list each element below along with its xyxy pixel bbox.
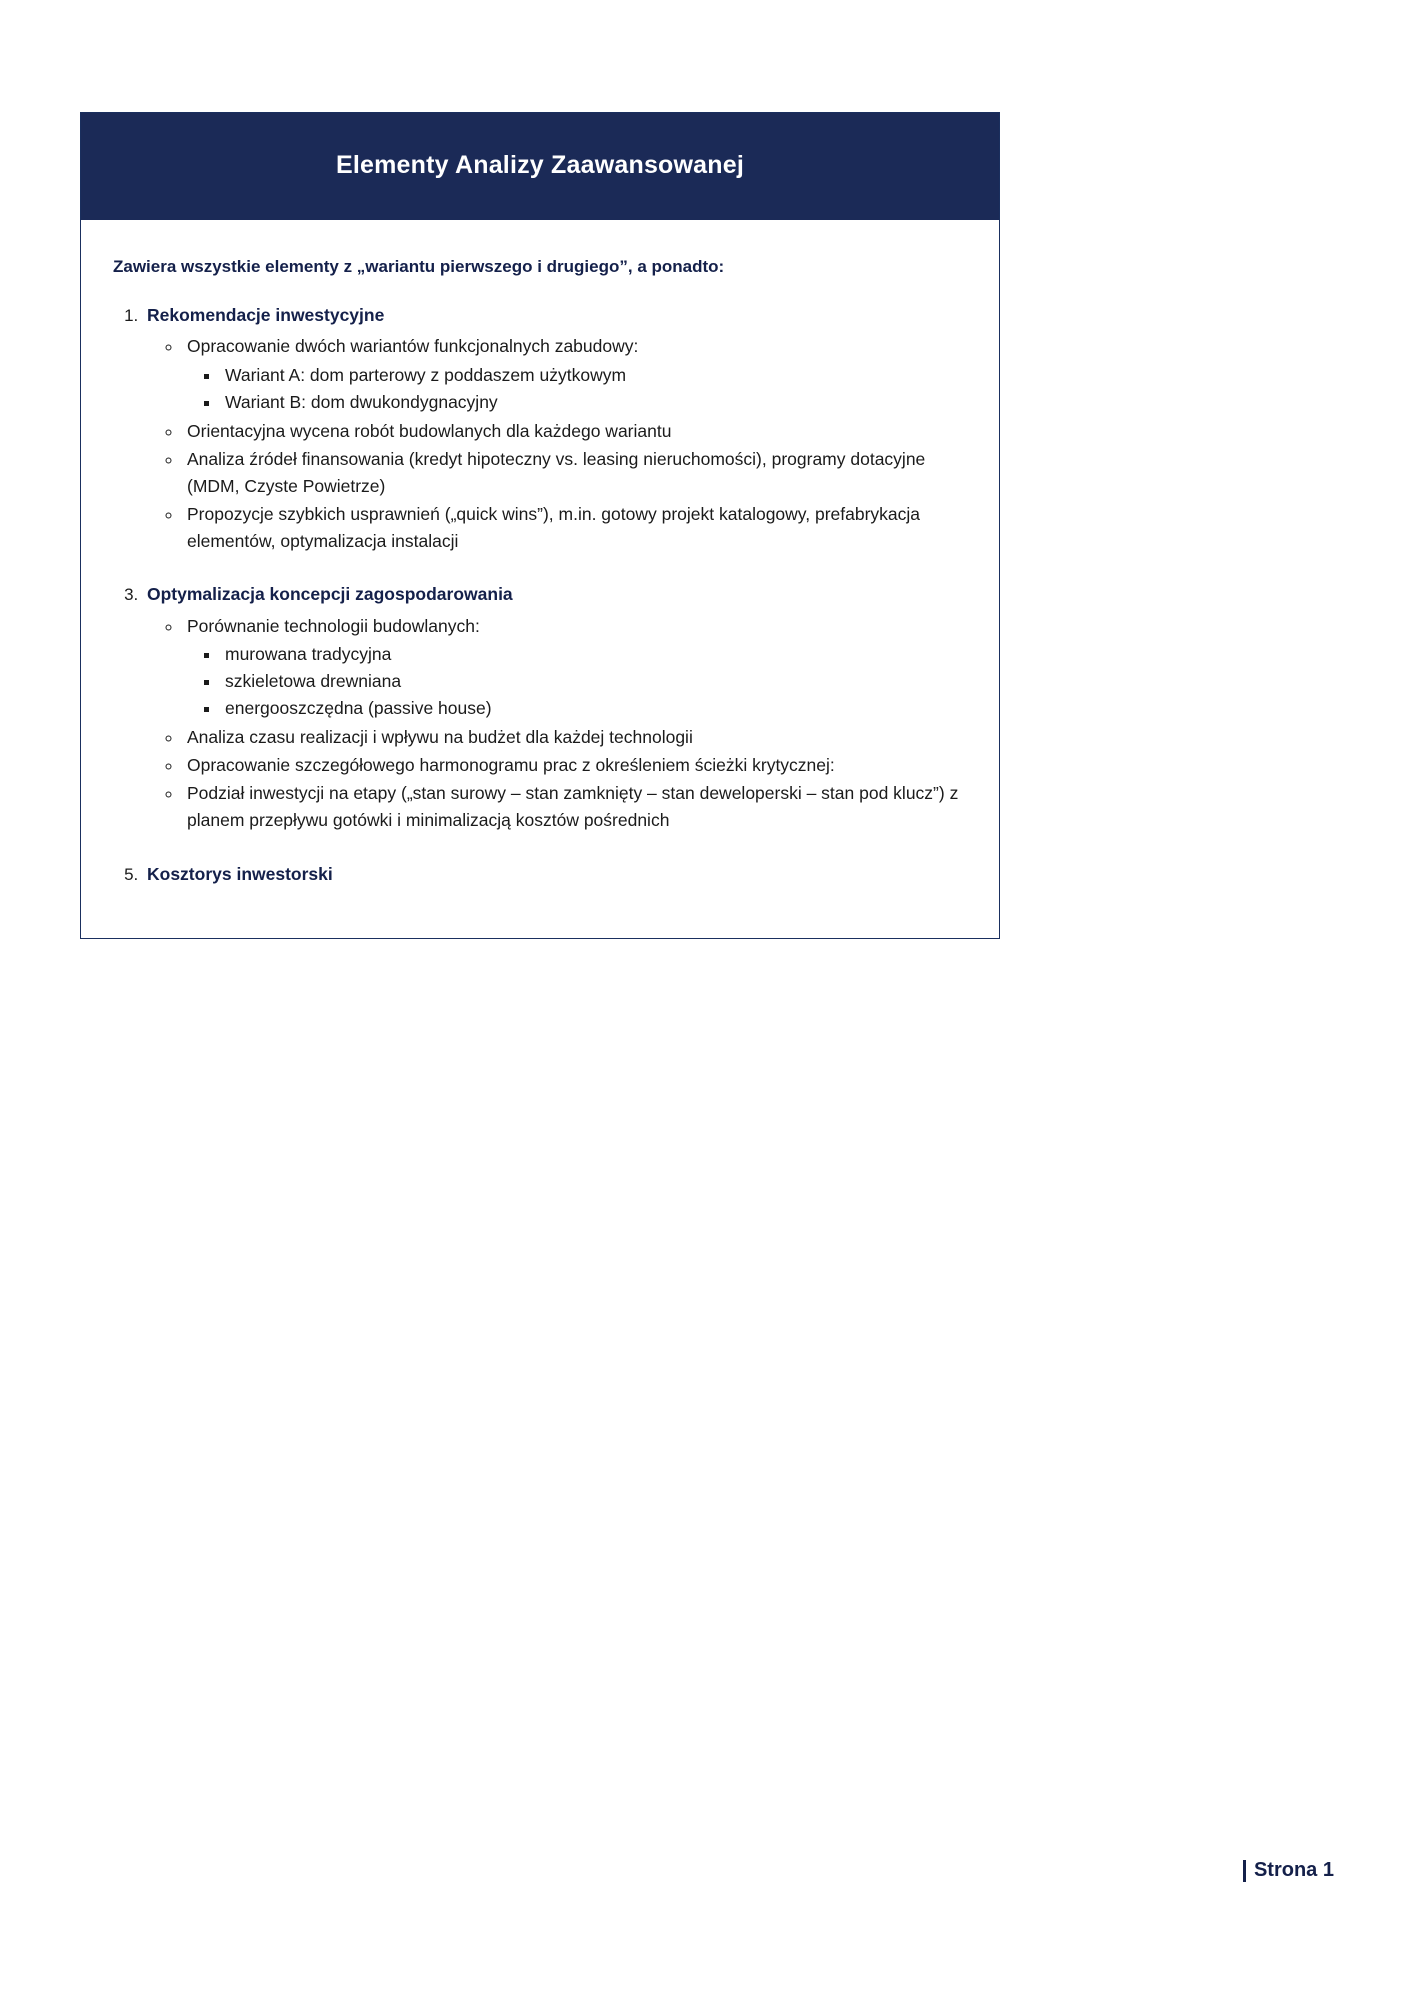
sub-bullets: [187, 641, 971, 722]
list-item-text: szkieletowa drewniana: [225, 670, 402, 691]
list-spacer: [143, 841, 971, 855]
list-item: [183, 333, 971, 415]
list-item: [221, 641, 971, 668]
intro-paragraph: Zawiera wszystkie elementy z „wariantu pierwszego i drugiego”, a ponadto:: [113, 257, 725, 276]
list-item: [183, 780, 971, 834]
list-item-text: Porównanie technologii budowlanych:: [187, 615, 480, 636]
list-item-text: Opracowanie dwóch wariantów funkcjonalnych zabudowy:: [187, 336, 639, 357]
section-item: [143, 861, 971, 890]
section-title: Rekomendacje inwestycyjne: [147, 305, 385, 326]
page-footer: [1243, 1859, 1334, 1882]
list-item-text: Podział inwestycji na etapy („stan surowy – stan zamknięty – stan deweloperski – stan pod klucz”) z planem przepływu gotówki i minimalizacją kosztów pośrednich: [187, 783, 959, 831]
footer-divider-icon: [1243, 1860, 1246, 1882]
list-item-text: Analiza czasu realizacji i wpływu na budżet dla każdej technologii: [187, 727, 693, 748]
list-item-text: energooszczędna (passive house): [225, 697, 492, 718]
list-item: [183, 446, 971, 500]
list-item-text: Orientacyjna wycena robót budowlanych dla każdego wariantu: [187, 420, 672, 441]
list-spacer: [143, 561, 971, 575]
list-item: [183, 724, 971, 751]
sections-list: [101, 302, 971, 889]
list-item-text: Wariant A: dom parterowy z poddaszem użytkowym: [225, 364, 627, 385]
list-item: [183, 752, 971, 779]
list-item-text: Opracowanie szczegółowego harmonogramu prac z określeniem ścieżki krytycznej:: [187, 755, 835, 776]
page-number-label: Strona 1: [1253, 1859, 1334, 1881]
content-card: [80, 112, 1000, 939]
list-item-text: murowana tradycyjna: [225, 643, 392, 664]
section-item: [143, 581, 971, 834]
section-item: [143, 302, 971, 555]
section-bullets: [147, 613, 971, 835]
list-item-text: Propozycje szybkich usprawnień („quick wins”), m.in. gotowy projekt katalogowy, prefabrykacja elementów, optymalizacja instalacji: [187, 504, 921, 552]
list-item: [183, 613, 971, 723]
sub-bullets: [187, 362, 971, 416]
page-title: Elementy Analizy Zaawansowanej: [81, 113, 999, 220]
list-item: [221, 362, 971, 389]
list-item: [221, 668, 971, 695]
list-item-text: Wariant B: dom dwukondygnacyjny: [225, 391, 498, 412]
list-item: [183, 501, 971, 555]
list-item: [183, 418, 971, 445]
list-item: [221, 695, 971, 722]
list-item-text: Analiza źródeł finansowania (kredyt hipoteczny vs. leasing nieruchomości), programy dotacyjne (MDM, Czyste Powietrze): [187, 448, 926, 497]
section-bullets: [147, 333, 971, 555]
document-body: [81, 220, 999, 938]
section-title: Kosztorys inwestorski: [147, 863, 333, 884]
section-title: Optymalizacja koncepcji zagospodarowania: [147, 584, 513, 605]
list-item: [221, 389, 971, 416]
